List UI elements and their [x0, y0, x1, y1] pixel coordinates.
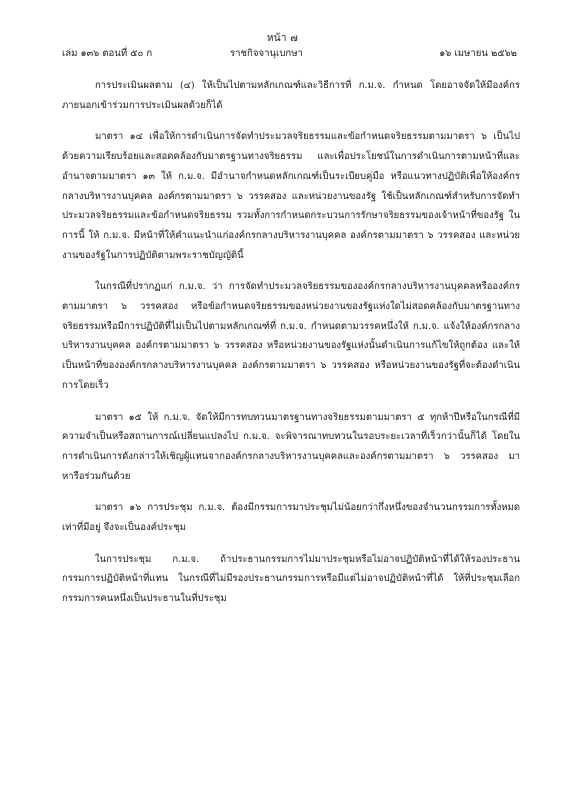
paragraph-section-15: มาตรา ๑๕ ให้ ก.ม.จ. จัดให้มีการทบทวนมาตรฐานทางจริยธรรมตามมาตรา ๕ ทุกห้าปีหรือในกรณีที่มีความจำเป็นหรือสถานการณ์เปลี่ยนแปลงไป ก.ม.จ. จะพิจารณาทบทวนในรอบระยะเวลาที่เร็วกว่านั้นก็ได้ โดยในการดำเนินการดังกล่าวให้เชิญผู้แทนจากองค์กรกลางบริหารงานบุคคลและองค์กรตามมาตรา ๖ วรรคสอง มาหารือร่วมกันด้วย [62, 411, 520, 482]
document-body [62, 76, 520, 621]
paragraph-section-14: มาตรา ๑๔ เพื่อให้การดำเนินการจัดทำประมวลจริยธรรมและข้อกำหนดจริยธรรมตามมาตรา ๖ เป็นไปด้วยความเรียบร้อยและสอดคล้องกับมาตรฐานทางจริยธรรม และเพื่อประโยชน์ในการดำเนินการตามหน้าที่และอำนาจตามมาตรา ๑๓ ให้ ก.ม.จ. มีอำนาจกำหนดหลักเกณฑ์เป็นระเบียบคู่มือ หรือแนวทางปฏิบัติเพื่อให้องค์กรกลางบริหารงานบุคคล องค์กรตามมาตรา ๖ วรรคสอง และหน่วยงานของรัฐ ใช้เป็นหลักเกณฑ์สำหรับการจัดทำประมวลจริยธรรมและข้อกำหนดจริยธรรม รวมทั้งการกำหนดกระบวนการรักษาจริยธรรมของเจ้าหน้าที่ของรัฐ ในการนี้ ให้ ก.ม.จ. มีหน้าที่ให้คำแนะนำแก่องค์กรกลางบริหารงานบุคคล องค์กรตามมาตรา ๖ วรรคสอง และหน่วยงานของรัฐในการปฏิบัติตามพระราชบัญญัตินี้ [62, 131, 520, 261]
paragraph-section-16: มาตรา ๑๖ การประชุม ก.ม.จ. ต้องมีกรรมการมาประชุมไม่น้อยกว่ากึ่งหนึ่งของจำนวนกรรมการทั้งหมดเท่าที่มีอยู่ จึงจะเป็นองค์ประชุม [62, 502, 520, 534]
page-number: หน้า ๗ [266, 33, 299, 44]
gazette-title: ราชกิจจานุเบกษา [230, 48, 303, 59]
publication-date: ๑๖ เมษายน ๒๕๖๒ [439, 48, 517, 59]
volume-issue-label: เล่ม ๑๓๖ ตอนที่ ๕๐ ก [62, 48, 153, 59]
paragraph-evaluation: การประเมินผลตาม (๔) ให้เป็นไปตามหลักเกณฑ์และวิธีการที่ ก.ม.จ. กำหนด โดยอาจจัดให้มีองค์กรภายนอกเข้าร่วมการประเมินผลด้วยก็ได้ [62, 80, 520, 111]
gazette-header [62, 46, 517, 60]
paragraph-section-14-second: ในกรณีที่ปรากฏแก่ ก.ม.จ. ว่า การจัดทำประมวลจริยธรรมขององค์กรกลางบริหารงานบุคคลหรือองค์กรตามมาตรา ๖ วรรคสอง หรือข้อกำหนดจริยธรรมของหน่วยงานของรัฐแห่งใดไม่สอดคล้องกับมาตรฐานทางจริยธรรมหรือมีการปฏิบัติที่ไม่เป็นไปตามหลักเกณฑ์ที่ ก.ม.จ. กำหนดตามวรรคหนึ่งให้ ก.ม.จ. แจ้งให้องค์กรกลางบริหารงานบุคคล องค์กรตามมาตรา ๖ วรรคสอง หรือหน่วยงานของรัฐแห่งนั้นดำเนินการแก้ไขให้ถูกต้อง และให้เป็นหน้าที่ขององค์กรกลางบริหารงานบุคคล องค์กรตามมาตรา ๖ วรรคสอง หรือหน่วยงานของรัฐที่จะต้องดำเนินการโดยเร็ว [62, 281, 520, 391]
paragraph-section-16-second: ในการประชุม ก.ม.จ. ถ้าประธานกรรมการไม่มาประชุมหรือไม่อาจปฏิบัติหน้าที่ได้ให้รองประธานกรรมการปฏิบัติหน้าที่แทน ในกรณีที่ไม่มีรองประธานกรรมการหรือมีแต่ไม่อาจปฏิบัติหน้าที่ได้ ให้ที่ประชุมเลือกกรรมการคนหนึ่งเป็นประธานในที่ประชุม [62, 553, 520, 605]
